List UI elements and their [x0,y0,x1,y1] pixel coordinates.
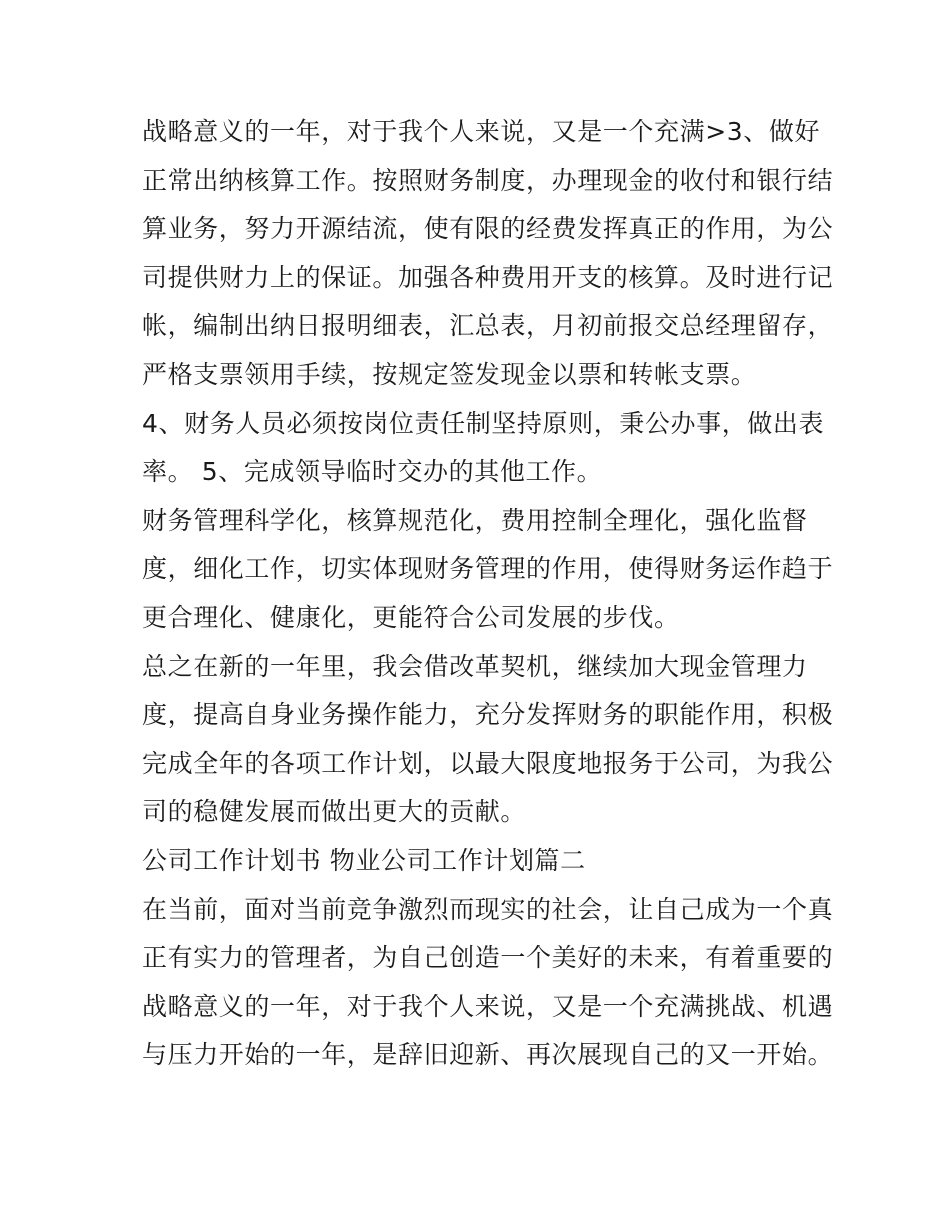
text-line-13: 度，提高自身业务操作能力，充分发挥财务的职能作用，积极 [142,700,834,730]
document-body [142,108,834,1080]
text-line-19: 战略意义的一年，对于我个人来说，又是一个充满挑战、机遇 [142,991,834,1021]
text-line-8: 率。 5、完成领导临时交办的其他工作。 [142,457,603,487]
text-line-7: 4、财务人员必须按岗位责任制坚持原则，秉公办事，做出表 [142,408,825,438]
text-line-17: 在当前，面对当前竞争激烈而现实的社会，让自己成为一个真 [142,894,834,924]
text-line-1: 战略意义的一年，对于我个人来说，又是一个充满>3、做好 [142,117,821,146]
text-line-20: 与压力开始的一年，是辞旧迎新、再次展现自己的又一开始。 [142,1040,834,1070]
text-line-10: 度，细化工作，切实体现财务管理的作用，使得财务运作趋于 [142,554,834,584]
text-line-15: 司的稳健发展而做出更大的贡献。 [142,797,527,827]
text-line-6: 严格支票领用手续，按规定签发现金以票和转帐支票。 [142,359,757,389]
text-line-11: 更合理化、健康化，更能符合公司发展的步伐。 [142,602,680,632]
text-line-5: 帐，编制出纳日报明细表，汇总表，月初前报交总经理留存， [142,311,834,341]
text-line-18: 正有实力的管理者，为自己创造一个美好的未来，有着重要的 [142,943,834,973]
text-line-2: 正常出纳核算工作。按照财务制度，办理现金的收付和银行结 [142,165,834,195]
text-line-14: 完成全年的各项工作计划，以最大限度地报务于公司，为我公 [142,748,834,778]
text-line-3: 算业务，努力开源结流，使有限的经费发挥真正的作用，为公 [142,214,834,244]
section-heading: 公司工作计划书 物业公司工作计划篇二 [142,845,586,875]
text-line-12: 总之在新的一年里，我会借改革契机，继续加大现金管理力 [142,651,808,681]
text-line-4: 司提供财力上的保证。加强各种费用开支的核算。及时进行记 [142,262,834,292]
text-line-9: 财务管理科学化，核算规范化，费用控制全理化，强化监督 [142,505,808,535]
